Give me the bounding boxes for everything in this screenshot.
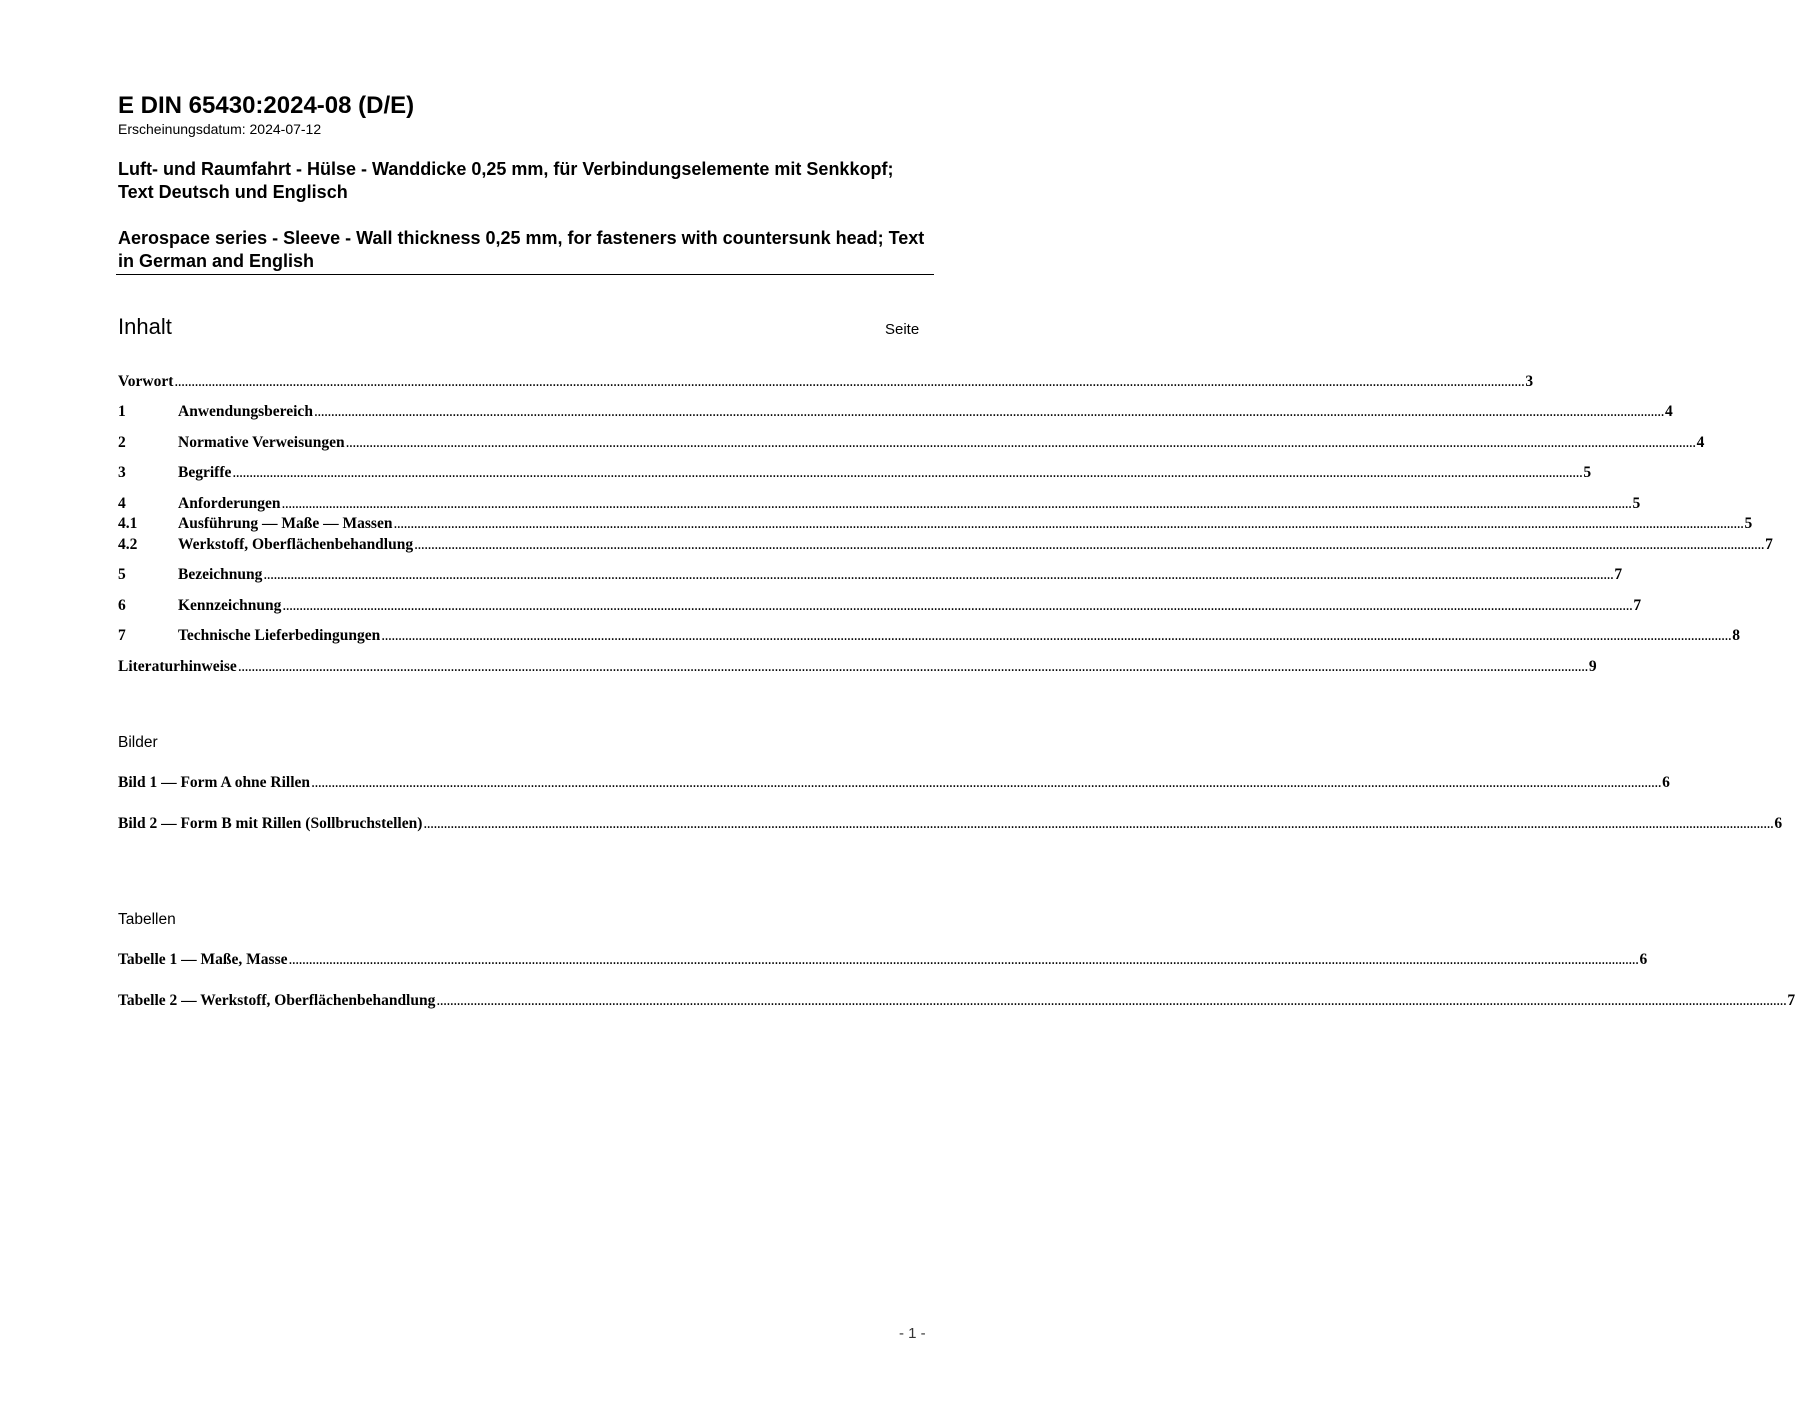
figure-entry-page: 6 [1662, 774, 1670, 791]
figure-entry-bild-1[interactable] [118, 773, 1670, 793]
toc-entry-number: 4 [118, 495, 126, 512]
toc-leader-dots: ................................................................................................................................................................................................................................................................................................................................................................................................................ [393, 515, 1744, 532]
toc-leader-dots: ................................................................................................................................................................................................................................................................................................................................................................................................................ [313, 403, 1664, 420]
toc-entry-number: 4.2 [118, 536, 138, 553]
toc-leader-dots: ................................................................................................................................................................................................................................................................................................................................................................................................................ [288, 951, 1639, 968]
toc-entry-page: 4 [1664, 403, 1673, 420]
toc-leader-dots: ................................................................................................................................................................................................................................................................................................................................................................................................................ [237, 658, 1588, 675]
toc-leader-dots: ................................................................................................................................................................................................................................................................................................................................................................................................................ [174, 373, 1525, 390]
table-entry-tabelle-1[interactable] [118, 950, 1648, 970]
toc-entry-kennzeichnung[interactable] [118, 596, 1642, 616]
toc-entry-text: Kennzeichnung [178, 597, 282, 614]
toc-leader-dots: ................................................................................................................................................................................................................................................................................................................................................................................................................ [423, 815, 1774, 832]
toc-entry-anforderungen[interactable] [118, 494, 1641, 514]
toc-entry-page: 5 [1583, 464, 1592, 481]
toc-entry-page: 7 [1765, 536, 1773, 553]
toc-entry-text: Werkstoff, Oberflächenbehandlung [178, 536, 414, 553]
toc-heading: Inhalt [118, 314, 172, 339]
toc-entry-lieferbedingungen[interactable] [118, 626, 1740, 646]
figure-entry-text: Bild 2 — Form B mit Rillen (Sollbruchstellen) [118, 815, 423, 832]
tables-heading: Tabellen [118, 911, 176, 928]
title-german: Luft- und Raumfahrt - Hülse - Wanddicke 0,25 mm, für Verbindungselemente mit Senkkopf; Text Deutsch und Englisch [118, 159, 894, 202]
toc-entry-text: Technische Lieferbedingungen [178, 627, 381, 644]
toc-entry-number: 1 [118, 403, 126, 420]
toc-entry-page: 7 [1614, 566, 1623, 583]
table-entry-text: Tabelle 2 — Werkstoff, Oberflächenbehandlung [118, 992, 436, 1009]
table-entry-page: 6 [1639, 951, 1648, 968]
toc-entry-text: Ausführung — Maße — Massen [178, 515, 393, 532]
publication-date: Erscheinungsdatum: 2024-07-12 [118, 121, 322, 137]
toc-leader-dots: ................................................................................................................................................................................................................................................................................................................................................................................................................ [436, 992, 1787, 1009]
toc-leader-dots: ................................................................................................................................................................................................................................................................................................................................................................................................................ [282, 597, 1633, 614]
toc-entry-page: 9 [1588, 658, 1597, 675]
table-entry-text: Tabelle 1 — Maße, Masse [118, 951, 288, 968]
toc-entry-literaturhinweise[interactable] [118, 657, 1597, 677]
toc-leader-dots: ................................................................................................................................................................................................................................................................................................................................................................................................................ [345, 434, 1696, 451]
toc-entry-number: 3 [118, 464, 126, 481]
toc-entry-text: Begriffe [178, 464, 232, 481]
toc-entry-text: Anforderungen [178, 495, 281, 512]
toc-entry-werkstoff[interactable] [118, 535, 1773, 555]
toc-entry-text: Anwendungsbereich [178, 403, 313, 420]
toc-leader-dots: ................................................................................................................................................................................................................................................................................................................................................................................................................ [381, 627, 1732, 644]
toc-entry-page: 3 [1525, 373, 1534, 390]
title-english: Aerospace series - Sleeve - Wall thickness 0,25 mm, for fasteners with countersunk head; Text in German and English [118, 228, 925, 271]
toc-leader-dots: ................................................................................................................................................................................................................................................................................................................................................................................................................ [281, 495, 1632, 512]
figures-heading: Bilder [118, 734, 158, 751]
toc-entry-bezeichnung[interactable] [118, 565, 1623, 585]
toc-entry-page: 8 [1732, 627, 1740, 644]
toc-entry-number: 7 [118, 627, 126, 644]
toc-entry-page: 7 [1633, 597, 1642, 614]
toc-entry-number: 2 [118, 434, 126, 451]
toc-entry-text: Normative Verweisungen [178, 434, 345, 451]
toc-entry-text: Bezeichnung [178, 566, 263, 583]
toc-entry-number: 5 [118, 566, 126, 583]
toc-entry-page: 5 [1744, 515, 1753, 532]
title-divider [116, 274, 934, 275]
toc-entry-ausfuehrung[interactable] [118, 514, 1753, 534]
toc-entry-text: Vorwort [118, 373, 174, 390]
toc-entry-page: 4 [1696, 434, 1705, 451]
table-entry-page: 7 [1787, 992, 1795, 1009]
toc-leader-dots: ................................................................................................................................................................................................................................................................................................................................................................................................................ [263, 566, 1614, 583]
table-entry-tabelle-2[interactable] [118, 991, 1795, 1011]
toc-entry-number: 4.1 [118, 515, 138, 532]
page-number: - 1 - [899, 1325, 926, 1342]
toc-page-column-label: Seite [885, 321, 920, 338]
toc-entry-begriffe[interactable] [118, 463, 1592, 483]
toc-entry-vorwort[interactable] [118, 372, 1534, 392]
toc-leader-dots: ................................................................................................................................................................................................................................................................................................................................................................................................................ [311, 774, 1662, 791]
figure-entry-bild-2[interactable] [118, 814, 1783, 834]
document-title: E DIN 65430:2024-08 (D/E) [118, 92, 415, 119]
toc-entry-page: 5 [1632, 495, 1641, 512]
toc-entry-anwendungsbereich[interactable] [118, 402, 1673, 422]
figure-entry-page: 6 [1774, 815, 1783, 832]
figure-entry-text: Bild 1 — Form A ohne Rillen [118, 774, 311, 791]
toc-entry-number: 6 [118, 597, 126, 614]
toc-entry-text: Literaturhinweise [118, 658, 237, 675]
toc-entry-normative-verweisungen[interactable] [118, 433, 1705, 453]
toc-leader-dots: ................................................................................................................................................................................................................................................................................................................................................................................................................ [414, 536, 1765, 553]
toc-leader-dots: ................................................................................................................................................................................................................................................................................................................................................................................................................ [232, 464, 1583, 481]
